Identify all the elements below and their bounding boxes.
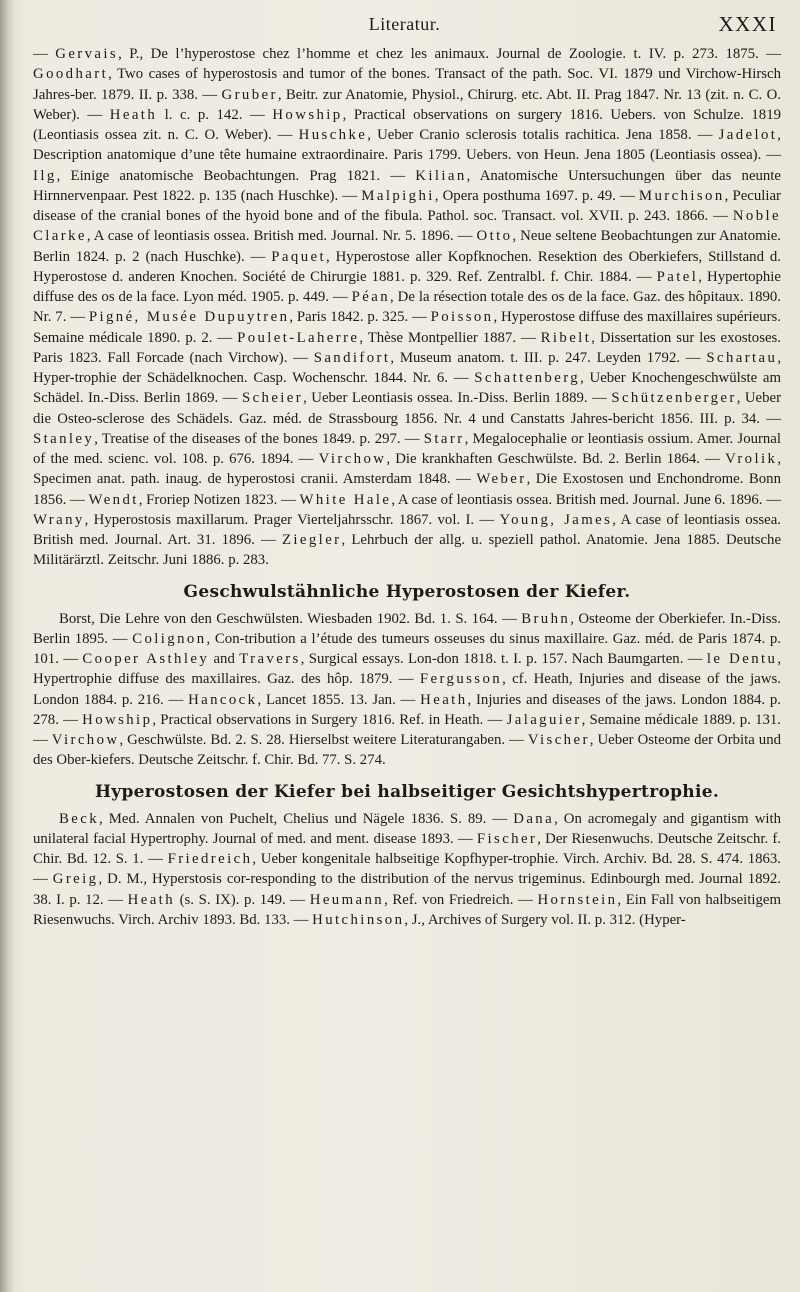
bibliography-paragraph-jaw-hyperostoses bbox=[33, 609, 781, 771]
author-name: Gervais bbox=[55, 46, 119, 62]
running-head bbox=[32, 12, 777, 38]
citation-text: l. c. p. 142. — bbox=[157, 106, 273, 123]
author-name: Ziegler bbox=[281, 532, 342, 548]
citation-text: , Hyperostosis maxillarum. Prager Vierteljahrsschr. 1867. vol. I. — bbox=[84, 511, 500, 528]
author-name: Murchison bbox=[638, 187, 725, 204]
author-name: Pigné, Musée Dupuytren bbox=[88, 309, 290, 326]
author-name: Sandifort bbox=[313, 349, 391, 366]
author-name: Colignon bbox=[132, 630, 207, 647]
citation-text: , De la résection totale des os de la face. Gaz. des hôpitaux. 1890. Nr. 7. — bbox=[33, 289, 781, 326]
citation-text: , Hyper-trophie der Schädelknochen. Casp. Wochenschr. 1844. Nr. 6. — bbox=[33, 349, 782, 386]
citation-text: , Museum anatom. t. III. p. 247. Leyden 1792. — bbox=[390, 349, 707, 366]
author-name: Hornstein bbox=[537, 891, 618, 908]
citation-text: , Description anatomique d’une tête humaine extraordinaire. Paris 1799. Uebers. von Heun. Jena 1805 (Leontiasis ossea). — bbox=[33, 127, 781, 164]
page-number: XXXI bbox=[718, 12, 777, 36]
author-name: Weber bbox=[476, 471, 527, 488]
citation-text: , Megalocephalie or leontiasis ossium. Amer. Journal of the med. scienc. vol. 108. p. 676. 1894. — bbox=[33, 430, 781, 467]
citation-text: , Two cases of hyperostosis and tumor of the bones. Transact of the path. Soc. VI. 1879 und Virchow-Hirsch Jahres-ber. 1879. II. p. 338. — bbox=[33, 66, 781, 103]
citation-text: , Med. Annalen von Puchelt, Chelius und Nägele 1836. S. 89. — bbox=[99, 810, 514, 827]
author-name: Jadelot bbox=[718, 127, 778, 143]
citation-text: , Con-tribution a l’étude des tumeurs osseuses du sinus maxillaire. Gaz. méd. de Paris 1874. p. 101. — bbox=[33, 630, 781, 667]
author-name: Travers bbox=[239, 651, 301, 667]
citation-text: , Anatomische Untersuchungen über das neunte Hirnnervenpaar. Pest 1822. p. 135 (nach Huschke). — bbox=[33, 167, 781, 204]
author-name: Patel bbox=[656, 268, 699, 285]
author-name: Dana bbox=[513, 810, 555, 827]
citation-text: , D. M., Hyperstosis cor-responding to the distribution of the nervus trigeminus. Edinbourgh med. Journal 1892. 38. I. p. 12. — bbox=[33, 871, 781, 908]
citation-text: , Ueber Osteome der Orbita und des Ober-kiefers. Deutsche Zeitschr. f. Chir. Bd. 77. S. 274. bbox=[33, 732, 782, 769]
citation-text: , Lancet 1855. 13. Jan. — bbox=[257, 691, 421, 708]
author-name: Schartau bbox=[706, 349, 778, 366]
citation-text: , Hyperostose diffuse des maxillaires supérieurs. Semaine médicale 1890. p. 2. — bbox=[33, 309, 781, 346]
author-name: Noble Clarke bbox=[33, 208, 781, 245]
author-name: Hancock bbox=[188, 691, 258, 708]
citation-text: , Practical observations in Surgery 1816. Ref. in Heath. — bbox=[152, 711, 507, 728]
author-name: Howship bbox=[272, 106, 343, 123]
author-name: Goodhart bbox=[33, 66, 109, 83]
author-name: Otto bbox=[476, 228, 513, 245]
author-name: Scheier bbox=[241, 390, 304, 407]
author-name: Wendt bbox=[88, 491, 139, 508]
citation-text: , cf. Heath, Injuries and disease of the jaws. London 1884. p. 216. — bbox=[33, 671, 781, 708]
citation-text: , Die Lehre von den Geschwülsten. Wiesbaden 1902. Bd. 1. S. 164. — bbox=[91, 610, 522, 627]
author-name: Fergusson bbox=[419, 671, 503, 688]
citation-text: , Practical observations on surgery 1816. Uebers. von Schulze. 1819 (Leontiasis ossea zit. n. C. O. Weber). — bbox=[33, 106, 781, 143]
citation-text: , Neue seltene Beobachtungen zur Anatomie. Berlin 1824. p. 2 (nach Huschke). — bbox=[33, 228, 781, 265]
citation-text: , Ueber Leontiasis ossea. In.-Diss. Berlin 1889. — bbox=[303, 390, 612, 407]
citation-text: , Hypertophie diffuse des os de la face. Lyon méd. 1905. p. 449. — bbox=[33, 268, 781, 305]
author-name: le Dentu bbox=[706, 651, 778, 667]
author-name: Huschke bbox=[298, 127, 368, 143]
author-name: Gruber bbox=[221, 86, 278, 103]
author-name: Poisson bbox=[430, 309, 494, 326]
author-name: Cooper Asthley bbox=[82, 651, 210, 667]
citation-text: , Lehrbuch der allg. u. speziell pathol. Anatomie. Jena 1885. Deutsche Militärärztl. Zeitschr. Juni 1886. p. 283. bbox=[33, 532, 782, 569]
citation-text: , Ueber kongenitale halbseitige Kopfhyper-trophie. Virch. Archiv. Bd. 28. S. 474. 1863. — bbox=[33, 851, 781, 888]
author-name: Fischer bbox=[476, 830, 538, 847]
author-name: Ribelt bbox=[540, 329, 592, 346]
author-name: Kilian bbox=[415, 167, 467, 184]
citation-text: , Ein Fall von halbseitigem Riesenwuchs. Virch. Archiv 1893. Bd. 133. — bbox=[33, 891, 781, 928]
citation-text: , Hyperostose aller Kopfknochen. Resektion des Oberkiefers, Stillstand d. Hyperostose d. anderen Knochen. Société de Chirurgie 1881. p. 329. Ref. Zentralbl. f. Chir. 1884. — bbox=[33, 248, 781, 285]
author-name: Poulet-Laherre bbox=[237, 329, 360, 346]
author-name: Virchow bbox=[51, 732, 120, 748]
page-binding-shadow bbox=[0, 0, 14, 1292]
citation-text: , Surgical essays. Lon-don 1818. t. I. p. 157. Nach Baumgarten. — bbox=[300, 651, 707, 667]
citation-text: , Ueber Cranio sclerosis totalis rachitica. Jena 1858. — bbox=[367, 127, 719, 143]
author-name: Schattenberg bbox=[474, 370, 581, 386]
citation-text: , Treatise of the diseases of the bones 1849. p. 297. — bbox=[94, 430, 424, 447]
citation-text: , Ueber die Osteo-sclerose des Schädels. Gaz. méd. de Strassbourg 1856. Nr. 4 und Canstatts Jahres-bericht 1856. III. p. 34. — bbox=[33, 390, 782, 427]
citation-text: , Geschwülste. Bd. 2. S. 28. Hierselbst weitere Literaturangaben. — bbox=[119, 732, 528, 748]
citation-text: , Froriep Notizen 1823. — bbox=[138, 491, 300, 508]
citation-text: , On acromegaly and gigantism with unilateral facial Hypertrophy. Journal of med. and ment. disease 1893. — bbox=[33, 810, 782, 847]
citation-text: (s. S. IX). p. 149. — bbox=[175, 891, 310, 908]
bibliography-paragraph-facial-hypertrophy bbox=[33, 809, 781, 931]
author-name: Stanley bbox=[33, 430, 95, 447]
citation-text: , P., De l’hyperostose chez l’homme et chez les animaux. Journal de Zoologie. t. IV. p. 273. 1875. — bbox=[118, 46, 781, 62]
citation-text: — bbox=[33, 46, 56, 62]
citation-text: , Der Riesenwuchs. Deutsche Zeitschr. f. Chir. Bd. 12. S. 1. — bbox=[33, 830, 782, 867]
citation-text: , A case of leontiasis ossea. British med. Journal. Nr. 5. 1896. — bbox=[86, 228, 477, 245]
citation-text: , Paris 1842. p. 325. — bbox=[289, 309, 431, 326]
author-name: Vischer bbox=[527, 732, 590, 748]
author-name: Heumann bbox=[309, 891, 385, 908]
author-name: White Hale bbox=[299, 491, 392, 508]
author-name: Schützenberger bbox=[611, 390, 737, 407]
running-head-title: Literatur. bbox=[368, 14, 441, 34]
citation-text: , Semaine médicale 1889. p. 131. — bbox=[33, 711, 781, 748]
author-name: Malpighi bbox=[361, 187, 435, 204]
author-name: Starr bbox=[423, 430, 465, 447]
citation-text: Borst bbox=[59, 610, 92, 627]
author-name: Greig bbox=[52, 871, 99, 888]
citation-text: , Injuries and diseases of the jaws. London 1884. p. 278. — bbox=[33, 691, 781, 728]
author-name: Heath bbox=[420, 691, 468, 708]
section-heading-jaw-hyperostoses: Geschwulstähnliche Hyperostosen der Kiefer. bbox=[183, 581, 631, 602]
author-name: Wrany bbox=[33, 511, 85, 528]
author-name: Friedreich bbox=[167, 851, 253, 867]
author-name: Young, James bbox=[499, 511, 613, 528]
citation-text: , Peculiar disease of the cranial bones of the hyoid bone and of the fibula. Pathol. soc. Transact. vol. XVII. p. 243. 1866. — bbox=[33, 187, 781, 224]
citation-text: , Thèse Montpellier 1887. — bbox=[359, 329, 541, 346]
citation-text: , Osteome der Oberkiefer. In.-Diss. Berlin 1895. — bbox=[33, 610, 781, 647]
author-name: Vrolik bbox=[725, 451, 778, 467]
author-name: Virchow bbox=[318, 451, 387, 467]
citation-text: , Opera posthuma 1697. p. 49. — bbox=[434, 187, 639, 204]
author-name: Heath bbox=[127, 891, 175, 908]
citation-text: , A case of leontiasis ossea. British med. Journal. Art. 31. 1896. — bbox=[33, 511, 782, 548]
citation-text: , Hypertrophie diffuse des maxillaires. Gaz. des hôp. 1879. — bbox=[33, 651, 782, 688]
citation-text: , A case of leontiasis ossea. British med. Journal. June 6. 1896. — bbox=[391, 491, 781, 508]
bibliography-text bbox=[33, 44, 781, 930]
citation-text: , Ref. von Friedreich. — bbox=[384, 891, 538, 908]
author-name: Péan bbox=[351, 289, 390, 305]
citation-text: , Beitr. zur Anatomie, Physiol., Chirurg. etc. Abt. II. Prag 1847. Nr. 13 (zit. n. C. O. Weber). — bbox=[33, 86, 781, 123]
bibliography-paragraph-primary bbox=[33, 44, 781, 571]
author-name: Paquet bbox=[271, 248, 326, 265]
citation-text: , Einige anatomische Beobachtungen. Prag 1821. — bbox=[56, 167, 416, 184]
author-name: Jalaguier bbox=[506, 711, 582, 728]
author-name: Bruhn bbox=[521, 610, 571, 627]
section-heading-facial-hypertrophy: Hyperostosen der Kiefer bei halbseitiger Gesichtshypertrophie. bbox=[94, 781, 720, 802]
author-name: Heath bbox=[109, 106, 158, 123]
citation-text: , J., Archives of Surgery vol. II. p. 312. (Hyper- bbox=[404, 911, 686, 928]
citation-text: , Specimen anat. path. inaug. de hyperostosi cranii. Amsterdam 1848. — bbox=[33, 451, 782, 488]
citation-text: , Ueber Knochengeschwülste am Schädel. In.-Diss. Berlin 1869. — bbox=[33, 370, 782, 407]
citation-text: , Die Exostosen und Enchondrome. Bonn 1856. — bbox=[33, 471, 781, 508]
author-name: Beck bbox=[59, 810, 100, 827]
citation-text: , Dissertation sur les exostoses. Paris 1823. Fall Forcade (nach Virchow). — bbox=[33, 329, 781, 366]
author-name: Howship bbox=[82, 711, 153, 728]
citation-text: , Die krankhaften Geschwülste. Bd. 2. Berlin 1864. — bbox=[386, 451, 726, 467]
author-name: Ilg bbox=[33, 167, 57, 184]
author-name: Hutchinson bbox=[312, 911, 405, 928]
citation-text: and bbox=[209, 651, 240, 667]
